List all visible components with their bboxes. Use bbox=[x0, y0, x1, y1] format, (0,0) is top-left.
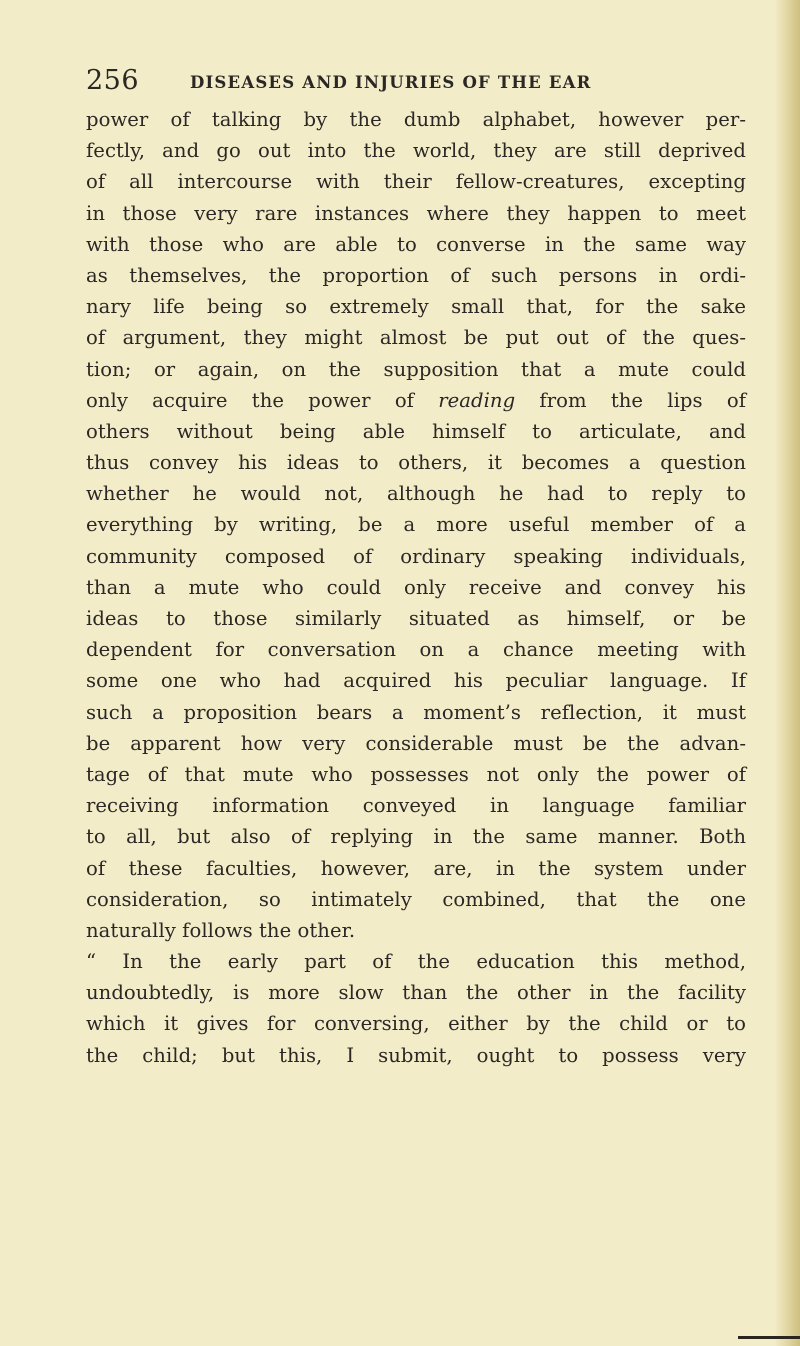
text-line: some one who had acquired his peculiar language. If bbox=[86, 669, 746, 693]
text-line: of all intercourse with their fellow-creatures, excepting bbox=[86, 170, 746, 194]
text-line: fectly, and go out into the world, they are still deprived bbox=[86, 139, 746, 163]
page-edge-shadow bbox=[774, 0, 800, 1346]
text-line: everything by writing, be a more useful member of a bbox=[86, 513, 746, 537]
text-line: than a mute who could only receive and convey his bbox=[86, 575, 746, 599]
text-segment: only acquire the power of bbox=[86, 388, 439, 412]
text-line: to all, but also of replying in the same manner. Both bbox=[86, 825, 746, 849]
italic-word: reading bbox=[438, 388, 516, 412]
text-line: “ In the early part of the education this method, bbox=[86, 950, 746, 974]
text-segment: from the lips of bbox=[515, 388, 746, 412]
body-text bbox=[86, 104, 746, 1071]
text-line-with-italic bbox=[86, 385, 746, 416]
text-line: tion; or again, on the supposition that a mute could bbox=[86, 357, 746, 381]
text-line: the child; but this, I submit, ought to possess very bbox=[86, 1043, 746, 1067]
text-line: dependent for conversation on a chance meeting with bbox=[86, 638, 746, 662]
text-line: others without being able himself to articulate, and bbox=[86, 419, 746, 443]
text-line: receiving information conveyed in language familiar bbox=[86, 794, 746, 818]
text-line: whether he would not, although he had to reply to bbox=[86, 482, 746, 506]
text-line: nary life being so extremely small that, for the sake bbox=[86, 295, 746, 319]
paragraph-end-line: naturally follows the other. bbox=[86, 918, 356, 942]
page-header bbox=[86, 64, 726, 104]
text-line: which it gives for conversing, either by the child or to bbox=[86, 1012, 746, 1036]
page-edge-line bbox=[738, 1336, 800, 1339]
text-line: as themselves, the proportion of such persons in ordi- bbox=[86, 263, 746, 287]
text-line: with those who are able to converse in the same way bbox=[86, 232, 746, 256]
text-line: be apparent how very considerable must be the advan- bbox=[86, 731, 746, 755]
text-line: undoubtedly, is more slow than the other in the facility bbox=[86, 981, 746, 1005]
running-head: DISEASES AND INJURIES OF THE EAR bbox=[190, 73, 592, 92]
text-line: such a proposition bears a moment’s reflection, it must bbox=[86, 700, 746, 724]
text-line: thus convey his ideas to others, it becomes a question bbox=[86, 451, 746, 475]
text-line: consideration, so intimately combined, that the one bbox=[86, 887, 746, 911]
text-line: community composed of ordinary speaking individuals, bbox=[86, 544, 746, 568]
text-line: power of talking by the dumb alphabet, however per- bbox=[86, 108, 746, 131]
text-line: ideas to those similarly situated as himself, or be bbox=[86, 607, 746, 630]
text-line: of argument, they might almost be put out of the ques- bbox=[86, 326, 746, 350]
text-line: tage of that mute who possesses not only the power of bbox=[86, 762, 746, 786]
text-line: of these faculties, however, are, in the system under bbox=[86, 856, 746, 880]
text-line: in those very rare instances where they happen to meet bbox=[86, 201, 746, 225]
page-number: 256 bbox=[86, 65, 140, 96]
